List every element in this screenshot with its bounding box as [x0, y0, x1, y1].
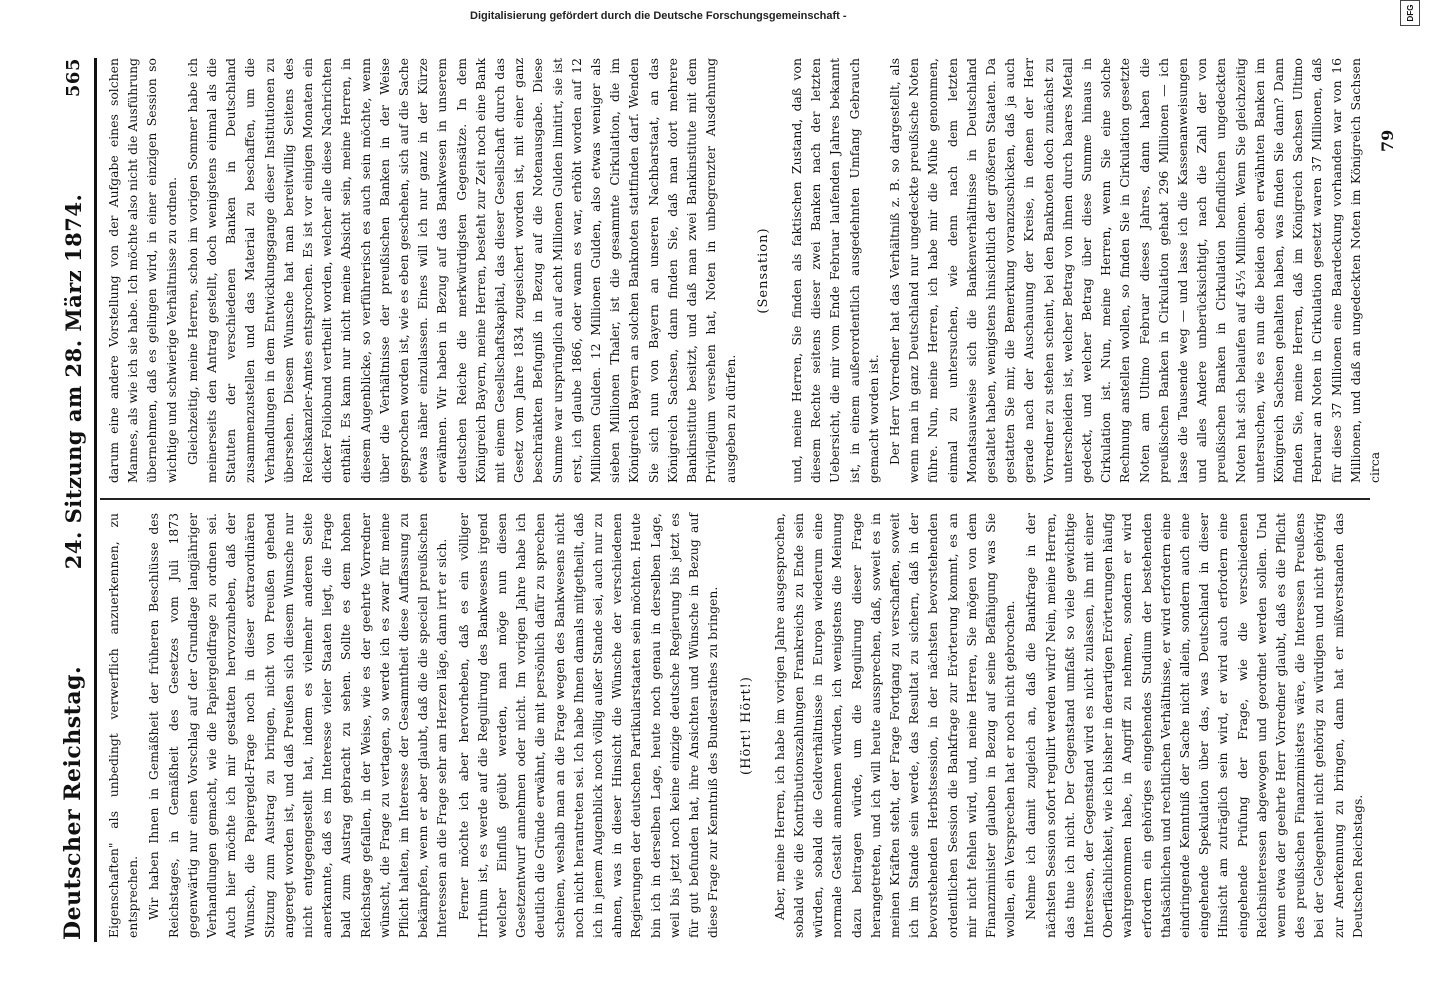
journal-title: Deutscher Reichstag. [60, 665, 86, 940]
left-column [104, 513, 1369, 938]
page-header [58, 58, 88, 940]
interjection: (Hört! Hört!) [738, 676, 754, 775]
page-number: 565 [62, 58, 84, 98]
left-paragraph: Aber, meine Herren, ich habe im vorigen Jahre ausgesprochen, sobald wie die Kontributionszahlungen Frankreichs zu Ende sein würden, sobald die Geldverhältnisse in Europa wiederum eine normale Gestalt annehmen würden, ich wenigstens die Meinung dazu beitragen würde, um die Regulirung dieser Frage herangetreten, und ich will heute aussprechen, daß, soweit es in meinen Kräften steht, der Frage Fortgang zu verschaffen, soweit ich im Stande sein werde, das Resultat zu sichern, daß in der bevorstehenden Herbstsession, in der nächsten bevorstehenden ordentlichen Session die Bankfrage zur Erörterung kommt, es an mir nicht fehlen wird, und, meine Herren, Sie mögen von dem Finanzminister glauben in Bezug auf seine Befähigung was Sie wollen, ein Versprechen hat er noch nicht gebrochen. [771, 513, 1018, 938]
interjection: (Sensation) [755, 227, 771, 314]
left-paragraph: Eigenschaften" als unbedingt verwerflich anzuerkennen, zu entsprechen. [106, 513, 141, 938]
right-column [104, 58, 1386, 483]
digitization-note [470, 10, 1410, 22]
left-paragraph: Ferner möchte ich aber hervorheben, daß es ein völliger Irrthum ist, es werde auf die Regulirung des Bankwesens irgend welcher Einfluß geübt werden, man möge nun diesen Gesetzentwurf annehmen oder nicht. Im vorigen Jahre habe ich deutlich die Gründe erwähnt, die mit persönlich dafür zu sprechen scheinen, weshalb man an die Frage wegen des Bankwesens nicht noch nicht herantreten sei. Ich habe Ihnen damals mitgetheilt, daß ich in jenem Augenblick noch völlig außer Stande sei, auch nur zu ahnen, was in dieser Hinsicht die Wünsche der verschiedenen Regierungen der deutschen Partikularstaaten sein möchten. Heute bin ich in derselben Lage, heute noch genau in derselben Lage, weil bis jetzt noch keine einzige deutsche Regierung bis jetzt es für gut befunden hat, ihre Ansichten und Wünsche in Bezug auf diese Frage zur Kenntniß des Bundesrathes zu bringen. [455, 513, 721, 938]
right-paragraph: Der Herr Vorredner hat das Verhältniß z. B. so dargestellt, als wenn man in ganz Deutschland nur ungedeckte preußische Noten führe. Nun, meine Herren, ich habe mir die Mühe genommen, einmal zu untersuchen, wie denn nach dem letzten Monatsausweise sich die Bankenverhältnisse in Deutschland gestaltet haben, wenigstens hinsichtlich der größeren Staaten. Da gestatten Sie mir, die Bemerkung voranzuschicken, daß ja auch gerade nach der Auschauung der Kreise, in denen der Herr Vorredner zu stehen scheint, bei den Banknoten doch zunächst zu unterscheiden ist, welcher Betrag von ihnen durch baares Metall gedeckt, und welcher Betrag über diese Summe hinaus in Cirkulation ist. Nun, meine Herren, wenn Sie eine solche Rechnung anstellen wollen, so finden Sie in Cirkulation gesetzte Noten am Ultimo Februar dieses Jahres, dann haben die preußischen Banken in Cirkulation gehabt 296 Millionen — ich lasse die Tausende weg — und lasse ich die Kassenanweisungen und alles Andere unberücksichtigt, nach die Zahl der von preußischen Banken in Cirkulation befindlichen ungedeckten Noten hat sich belaufen auf 45⅓ Millionen. Wenn Sie gleichzeitig untersuchen, wie es nun die beiden oben erwähnten Banken im Königreich Sachsen gehalten haben, was finden Sie dann? Dann finden Sie, meine Herren, daß im Königreich Sachsen Ultimo Februar an Noten in Cirkulation gesetzt waren 37 Millionen, daß für diese 37 Millionen eine Baardeckung vorhanden war von 16 Millionen, und daß an ungedeckten Noten im Königreich Sachsen circa [886, 58, 1382, 483]
right-paragraph: und, meine Herren, Sie finden als faktischen Zustand, daß von diesem Rechte seitens dieser zwei Banken nach der letzten Uebersicht, die mir vom Ende Februar laufenden Jahres bekannt ist, in einem außerordentlich ausgedehnten Umfang Gebrauch gemacht worden ist. [788, 58, 881, 483]
signature-mark: 79 [1378, 129, 1397, 152]
left-paragraph: Wir haben Ihnen in Gemäßheit der früheren Beschlüsse des Reichstages, in Gemäßheit des Gesetzes vom Juli 1873 gegenwärtig nur einen Vorschlag auf der Grundlage langjähriger Verhandlungen gemacht, wie die Papiergeldfrage zu ordnen sei. Auch hier möchte ich mir gestatten hervorzuheben, daß der Wunsch, die Papiergeld-Frage noch in dieser extraordinären Sitzung zum Austrag zu bringen, nicht von Preußen gehend angeregt worden ist, und daß Preußen sich diesem Wunsche nur nicht entgegengestellt hat, indem es vielmehr anderen Seite anerkannte, daß es im Interesse vieler Staaten liegt, die Frage bald zum Austrag gebracht zu sehen. Sollte es dem hohen Reichstage gefallen, in der Weise, wie es der geehrte Vorredner wünscht, die Frage zu vertagen, so werde ich es zwar für meine Pflicht halten, im Interesse der Gesammtheit diese Auffassung zu bekämpfen, wenn er aber glaubt, daß die die speciell preußischen Interessen an die Frage sehr am Herzen läge, dann irrt er sich. [146, 513, 450, 938]
digitization-text: Digitalisierung gefördert durch die Deutsche Forschungsgemeinschaft - [470, 10, 847, 22]
right-paragraph: darum eine andere Vorstellung von der Aufgabe eines solchen Mannes, als wie ich sie habe. Ich möchte also nicht die Ausführung übernehmen, daß es gelingen wird, in einer einzigen Session so wichtige und schwierige Verhältnisse zu ordnen. [106, 58, 179, 483]
header-rule [94, 58, 97, 942]
dfg-logo: DFG [1400, 0, 1420, 26]
column-divider [100, 498, 1370, 500]
left-paragraph: Nehme ich damit zugleich an, daß die Bankfrage in der nächsten Session sofort regulirt werden wird? Nein, meine Herren, das thue ich nicht. Der Gegenstand umfaßt so viele gewichtige Interessen, der Gegenstand wird es nicht zulassen, ihn mit einer Oberflächlichkeit, wie ich bisher in derartigen Erörterungen häufig wahrgenommen habe, in Angriff zu nehmen, sondern er wird erfordern ein gehöriges eingehendes Studium der bestehenden thatsächlichen und rechtlichen Verhältnisse, er wird erfordern eine eindringende Kenntniß der Sache nicht allein, sondern auch eine eingehende Spekulation über das, was Deutschland in dieser Hinsicht am zuträglich sein wird, er wird auch erfordern eine eingehende Prüfung der Frage, wie die verschiedenen Reichsinteressen abgewogen und geordnet werden sollen. Und wenn etwa der geehrte Herr Vorredner glaubt, daß es die Pflicht des preußischen Finanzministers wäre, die Interessen Preußens bei der Gelegenheit nicht gehörig zu würdigen und nicht gehörig zur Anerkennung zu bringen, dann hat er mißverstanden das Deutschen Reichstags. [1023, 513, 1365, 938]
session-title: 24. Sitzung am 28. März 1874. [60, 193, 86, 570]
right-paragraph: Gleichzeitig, meine Herren, schon im vorigen Sommer habe ich meinerseits den Antrag gestellt, doch wenigstens einmal als die Statuten der verschiedenen Banken in Deutschland zusammenzustellen und das Material zu beschaffen, um die Verhandlungen in dem Entwicklungsgange dieser Institutionen zu übersehen. Diesem Wunsche hat man bereitwillig Seitens des Reichskanzler-Amtes entsprochen. Es ist vor einigen Monaten ein dicker Foliobund vertheilt worden, welcher alle diese Nachrichten enthält. Es kann nur nicht meine Absicht sein, meine Herren, in diesem Augenblicke, so verführerisch es auch sein möchte, wenn über die Verhältnisse der preußischen Banken in der Weise gesprochen worden ist, wie es eben geschehen, sich auf die Sache etwas näher einzulassen. Eines will ich nur ganz in der Kürze erwähnen. Wir haben in Bezug auf das Bankwesen in unserem deutschen Reiche die merkwürdigsten Gegensätze. In dem Königreich Bayern, meine Herren, besteht zur Zeit noch eine Bank mit einem Gesellschaftskapital, das dieser Gesellschaft durch das Gesetz vom Jahre 1834 zugesichert worden ist, mit einer ganz beschränkten Befugniß in Bezug auf die Notenausgabe. Diese Summe war ursprünglich auf acht Millionen Gulden limitirt, sie ist erst, ich glaube 1866, oder wann es war, erhöht worden auf 12 Millionen Gulden. 12 Millionen Gulden, also etwas weniger als sieben Millionen Thaler, ist die gesammte Cirkulation, die im Königreich Bayern an solchen Banknoten stattfinden darf. Wenden Sie sich nun von Bayern an unseren Nachbarstaat, an das Königreich Sachsen, dann finden Sie, daß man dort mehrere Bankinstitute besitzt, und daß man zwei Bankinstitute mit dem Privilegium versehen hat, Noten in unbegrenzter Ausdehnung ausgeben zu dürfen. [184, 58, 738, 483]
